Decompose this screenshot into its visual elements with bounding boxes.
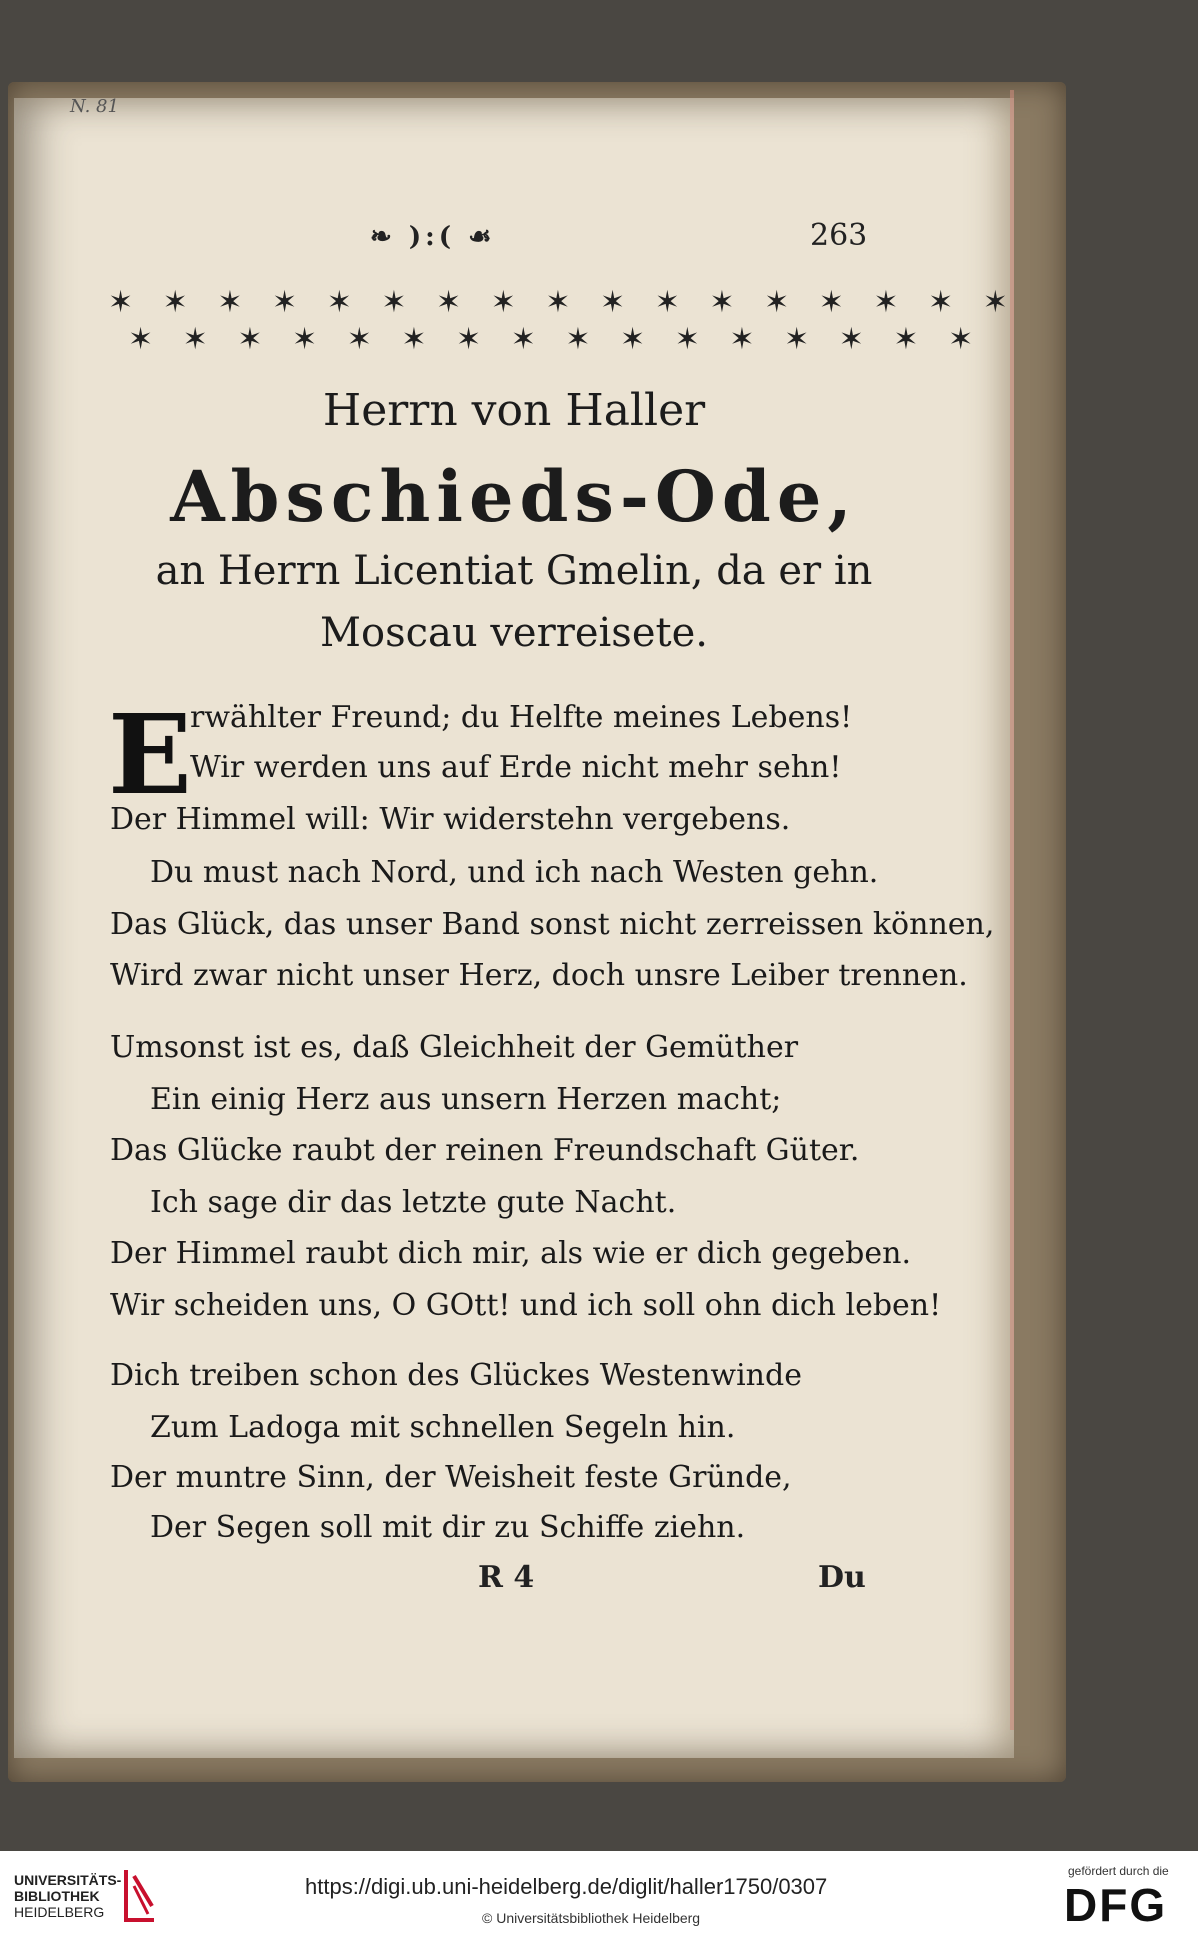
- funding-note: gefördert durch die: [1068, 1864, 1169, 1878]
- page-number: 263: [810, 218, 868, 253]
- verse-line: Das Glück, das unser Band sonst nicht zerreissen können,: [110, 907, 995, 942]
- verse-line: Das Glücke raubt der reinen Freundschaft Güter.: [110, 1133, 860, 1168]
- page-edge-line: [1010, 90, 1014, 1730]
- verse-line: Wird zwar nicht unser Herz, doch unsre Leiber trennen.: [110, 958, 968, 993]
- verse-line: Wir scheiden uns, O GOtt! und ich soll ohn dich leben!: [110, 1288, 942, 1323]
- title-main: Abschieds-Ode,: [170, 455, 858, 538]
- verse-line: Der Himmel will: Wir widerstehn vergebens.: [110, 802, 791, 837]
- signature-mark: R 4: [478, 1560, 535, 1595]
- copyright-notice: © Universitätsbibliothek Heidelberg: [482, 1910, 701, 1926]
- library-emblem-icon: [122, 1866, 158, 1924]
- verse-line: Umsonst ist es, daß Gleichheit der Gemüther: [110, 1030, 799, 1065]
- ornament-stars-row-1: ✶ ✶ ✶ ✶ ✶ ✶ ✶ ✶ ✶ ✶ ✶ ✶ ✶ ✶ ✶ ✶ ✶: [108, 285, 1018, 320]
- title-dedication: an Herrn Licentiat Gmelin, da er in: [155, 548, 873, 594]
- verse-line: Ein einig Herz aus unsern Herzen macht;: [150, 1082, 782, 1117]
- running-head-ornament: ❧ ):( ☙: [370, 222, 496, 252]
- library-name-line1: UNIVERSITÄTS-: [14, 1872, 122, 1888]
- permalink-url[interactable]: https://digi.ub.uni-heidelberg.de/diglit/haller1750/0307: [305, 1874, 828, 1899]
- verse-line: Der muntre Sinn, der Weisheit feste Gründe,: [110, 1460, 792, 1495]
- verse-line: Zum Ladoga mit schnellen Segeln hin.: [150, 1410, 736, 1445]
- verse-line: Ich sage dir das letzte gute Nacht.: [150, 1185, 677, 1220]
- verse-line: Du must nach Nord, und ich nach Westen gehn.: [150, 855, 879, 890]
- shelfmark: N. 81: [70, 96, 119, 117]
- ornament-stars-row-2: ✶ ✶ ✶ ✶ ✶ ✶ ✶ ✶ ✶ ✶ ✶ ✶ ✶ ✶ ✶ ✶: [128, 322, 984, 357]
- verse-line: Wir werden uns auf Erde nicht mehr sehn!: [190, 750, 842, 785]
- verse-line: Der Himmel raubt dich mir, als wie er dich gegeben.: [110, 1236, 911, 1271]
- title-author: Herrn von Haller: [322, 385, 706, 436]
- verse-line: Dich treiben schon des Glückes Westenwinde: [110, 1358, 802, 1393]
- library-name-line3: HEIDELBERG: [14, 1904, 105, 1920]
- library-logo[interactable]: [14, 1872, 121, 1920]
- catchword: Du: [818, 1560, 866, 1595]
- title-dedication-cont: Moscau verreisete.: [320, 610, 708, 656]
- drop-cap: E: [108, 690, 192, 819]
- verse-line: Der Segen soll mit dir zu Schiffe ziehn.: [150, 1510, 746, 1545]
- dfg-logo[interactable]: DFG: [1064, 1879, 1168, 1931]
- verse-line: rwählter Freund; du Helfte meines Lebens!: [190, 700, 853, 735]
- library-name-line2: BIBLIOTHEK: [14, 1888, 100, 1904]
